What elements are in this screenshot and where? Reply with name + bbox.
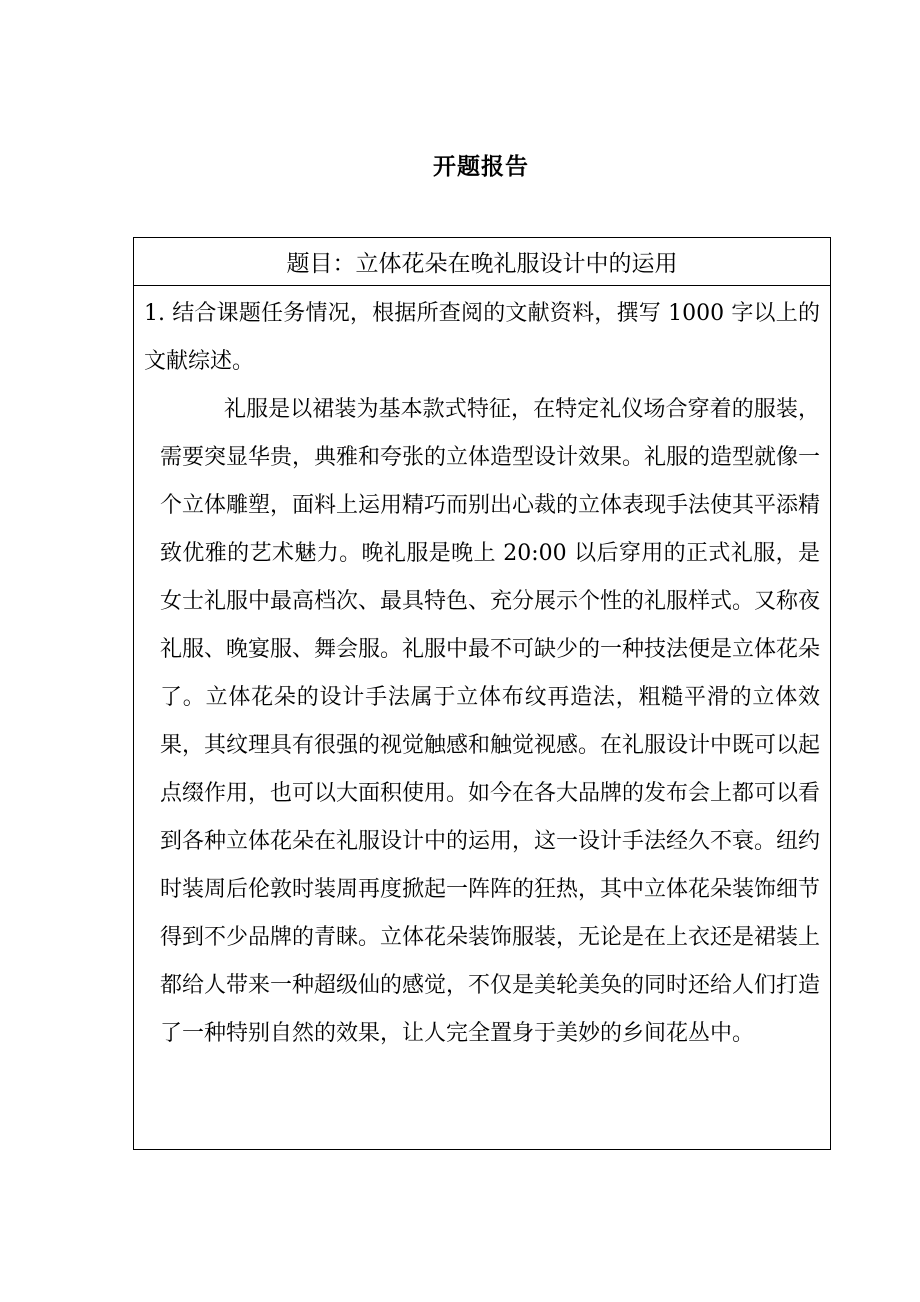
question-text: 1. 结合课题任务情况，根据所查阅的文献资料，撰写 1000 字以上的文献综述。: [144, 301, 820, 374]
report-table: [133, 237, 831, 1150]
review-cell: [134, 286, 830, 1058]
page-title: 开题报告: [433, 154, 529, 180]
literature-review-paragraph: 礼服是以裙装为基本款式特征，在特定礼仪场合穿着的服装，需要突显华贵，典雅和夸张的立体造型设计效果。礼服的造型就像一个立体雕塑，面料上运用精巧而别出心裁的立体表现手法使其平添精致优雅的艺术魅力。晚礼服是晚上 20:00 以后穿用的正式礼服，是女士礼服中最高档次、最具特色、充分展示个性的礼服样式。又称夜礼服、晚宴服、舞会服。礼服中最不可缺少的一种技法便是立体花朵了。立体花朵的设计手法属于立体布纹再造法，粗糙平滑的立体效果，其纹理具有很强的视觉触感和触觉视感。在礼服设计中既可以起点缀作用，也可以大面积使用。如今在各大品牌的发布会上都可以看到各种立体花朵在礼服设计中的运用，这一设计手法经久不衰。纽约时装周后伦敦时装周再度掀起一阵阵的狂热，其中立体花朵装饰细节得到不少品牌的青睐。立体花朵装饰服装，无论是在上衣还是裙装上都给人带来一种超级仙的感觉，不仅是美轮美奂的同时还给人们打造了一种特别自然的效果，让人完全置身于美妙的乡间花丛中。: [160, 397, 821, 1046]
topic-heading: 题目：立体花朵在晚礼服设计中的运用: [134, 238, 830, 286]
